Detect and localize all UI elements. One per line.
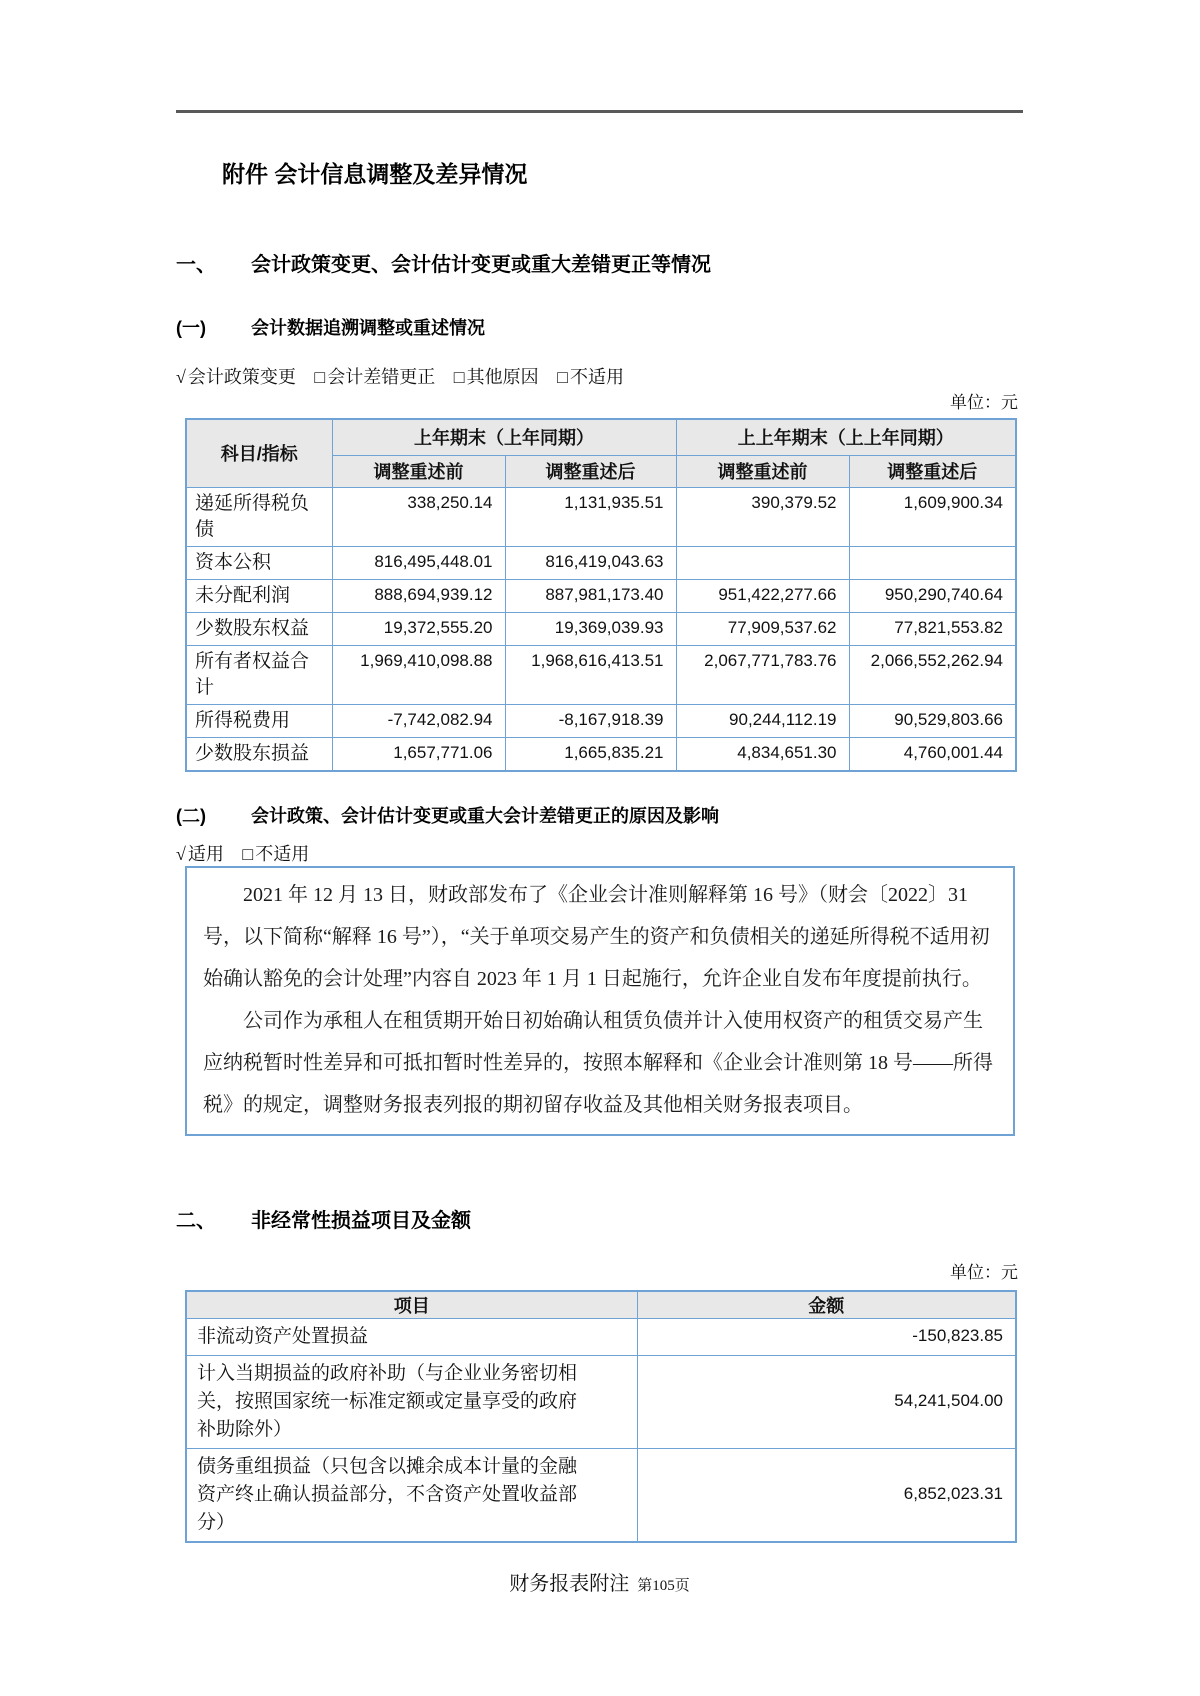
section2-heading: [176, 1208, 1023, 1234]
option-other-reason: [454, 367, 539, 387]
table-row: [186, 1356, 1016, 1449]
checkbox-unchecked-icon: □: [242, 843, 254, 864]
section1-title: 会计政策变更、会计估计变更或重大差错更正等情况: [251, 254, 711, 276]
restatement-table: [185, 418, 1017, 772]
table-row: [186, 737, 1016, 771]
section1-2-title: 会计政策、会计估计变更或重大会计差错更正的原因及影响: [251, 805, 719, 826]
option-not-applicable: [557, 367, 624, 387]
cell-value: 887,981,173.40: [505, 579, 676, 612]
section1-1-title: 会计数据追溯调整或重述情况: [251, 318, 485, 338]
option-policy-change: [176, 367, 296, 387]
table-row: [186, 704, 1016, 737]
section1-heading: [176, 252, 1023, 278]
page-footer: [176, 1571, 1023, 1599]
option-not-applicable: [242, 844, 309, 864]
section2-title: 非经常性损益项目及金额: [251, 1209, 471, 1232]
page-title: 附件 会计信息调整及差异情况: [222, 161, 528, 187]
table-row: [186, 612, 1016, 645]
table-row: [186, 1319, 1016, 1356]
row-label: 所有者权益合计: [186, 645, 332, 704]
subheader-after-2: 调整重述后: [849, 455, 1016, 487]
column-header-subject: 科目/指标: [186, 419, 332, 487]
row-label: 计入当期损益的政府补助（与企业业务密切相关，按照国家统一标准定额或定量享受的政府补助除外）: [186, 1356, 637, 1449]
table-row: [186, 1449, 1016, 1543]
footer-page-number: 第105页: [637, 1578, 690, 1594]
unit-label: 单位：元: [950, 1262, 1018, 1282]
explanation-paragraph-2: 公司作为承租人在租赁期开始日初始确认租赁负债并计入使用权资产的租赁交易产生应纳税暂时性差异和可抵扣暂时性差异的，按照本解释和《企业会计准则第 18 号——所得税》的规定，调整财务报表列报的期初留存收益及其他相关财务报表项目。: [203, 1009, 993, 1116]
cell-value: 2,066,552,262.94: [849, 645, 1016, 704]
row-label: 债务重组损益（只包含以摊余成本计量的金融资产终止确认损益部分，不含资产处置收益部分）: [186, 1449, 637, 1543]
checkbox-unchecked-icon: □: [314, 367, 326, 387]
cell-value: 54,241,504.00: [637, 1356, 1016, 1449]
section1-1-heading: [176, 316, 1023, 340]
table-header-row: [186, 419, 1016, 455]
subheader-before-1: 调整重述前: [332, 455, 505, 487]
explanation-box: [185, 866, 1015, 1136]
table-row: [186, 579, 1016, 612]
cell-value: 1,131,935.51: [505, 487, 676, 546]
table-header-row: [186, 1291, 1016, 1319]
cell-value: 90,529,803.66: [849, 704, 1016, 737]
cell-value: 4,834,651.30: [676, 737, 849, 771]
subheader-after-1: 调整重述后: [505, 455, 676, 487]
table-row: [186, 487, 1016, 546]
option-label: 不适用: [255, 843, 310, 864]
option-applicable: [176, 844, 224, 864]
cell-value: -7,742,082.94: [332, 704, 505, 737]
row-label: 递延所得税负债: [186, 487, 332, 546]
cell-value: 1,609,900.34: [849, 487, 1016, 546]
checkbox-checked-icon: √: [176, 367, 186, 387]
table-row: [186, 645, 1016, 704]
cell-value: -150,823.85: [637, 1319, 1016, 1356]
option-label: 会计政策变更: [187, 367, 296, 387]
cell-value: 816,419,043.63: [505, 546, 676, 579]
applicability-options: [176, 844, 1023, 864]
section1-2-heading: [176, 804, 1023, 828]
cell-value: 338,250.14: [332, 487, 505, 546]
cell-value: 888,694,939.12: [332, 579, 505, 612]
checkbox-unchecked-icon: □: [453, 367, 465, 387]
cell-value: -8,167,918.39: [505, 704, 676, 737]
option-error-correction: [314, 367, 435, 387]
cell-value: 1,969,410,098.88: [332, 645, 505, 704]
row-label: 资本公积: [186, 546, 332, 579]
section1-2-number: (二): [176, 805, 206, 826]
cell-value: 951,422,277.66: [676, 579, 849, 612]
cell-value: 77,821,553.82: [849, 612, 1016, 645]
cell-value: 6,852,023.31: [637, 1449, 1016, 1543]
footer-label: 财务报表附注: [509, 1573, 630, 1595]
cell-value: 950,290,740.64: [849, 579, 1016, 612]
non-recurring-items-table: [185, 1290, 1017, 1544]
cell-value: 390,379.52: [676, 487, 849, 546]
section2-number: 二、: [176, 1209, 216, 1232]
cell-value: 1,665,835.21: [505, 737, 676, 771]
cell-value: [676, 546, 849, 579]
cell-value: 2,067,771,783.76: [676, 645, 849, 704]
checkbox-unchecked-icon: □: [557, 367, 569, 387]
cell-value: 1,657,771.06: [332, 737, 505, 771]
subheader-before-2: 调整重述前: [676, 455, 849, 487]
option-label: 不适用: [570, 367, 625, 387]
cell-value: 816,495,448.01: [332, 546, 505, 579]
cell-value: 1,968,616,413.51: [505, 645, 676, 704]
cell-value: 19,369,039.93: [505, 612, 676, 645]
unit-label: 单位：元: [950, 393, 1018, 412]
cell-value: 19,372,555.20: [332, 612, 505, 645]
section1-number: 一、: [176, 254, 216, 276]
row-label: 少数股东损益: [186, 737, 332, 771]
checkbox-checked-icon: √: [176, 843, 186, 864]
option-label: 其他原因: [466, 367, 539, 387]
table-row: [186, 546, 1016, 579]
cell-value: 4,760,001.44: [849, 737, 1016, 771]
row-label: 所得税费用: [186, 704, 332, 737]
restatement-options: [176, 366, 1023, 388]
row-label: 少数股东权益: [186, 612, 332, 645]
cell-value: [849, 546, 1016, 579]
document-page: [176, 0, 1023, 1599]
section1-1-number: (一): [176, 318, 206, 338]
column-header-item: 项目: [186, 1291, 637, 1319]
option-label: 适用: [187, 843, 224, 864]
cell-value: 90,244,112.19: [676, 704, 849, 737]
row-label: 非流动资产处置损益: [186, 1319, 637, 1356]
option-label: 会计差错更正: [327, 367, 436, 387]
row-label: 未分配利润: [186, 579, 332, 612]
header-rule: [176, 110, 1023, 113]
column-group-prior-year: 上年期末（上年同期）: [332, 419, 676, 455]
column-group-prior-prior-year: 上上年期末（上上年同期）: [676, 419, 1016, 455]
explanation-paragraph-1: 2021 年 12 月 13 日，财政部发布了《企业会计准则解释第 16 号》（财会〔2022〕31 号，以下简称“解释 16 号”），“关于单项交易产生的资产和负债相关的递延所得税不适用初始确认豁免的会计处理”内容自 2023 年 1 月 1 日起施行，允许企业自发布年度提前执行。: [203, 883, 990, 990]
column-header-amount: 金额: [637, 1291, 1016, 1319]
cell-value: 77,909,537.62: [676, 612, 849, 645]
